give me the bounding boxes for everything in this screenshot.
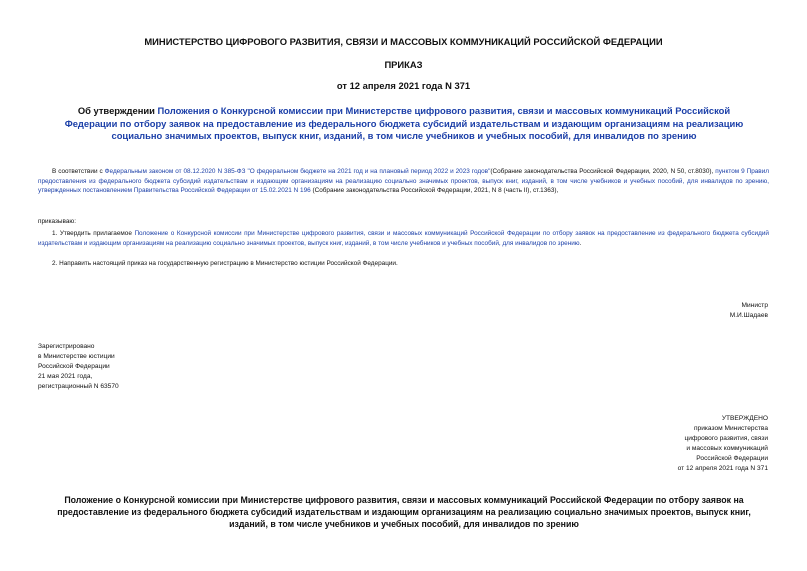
preamble-text-3: (Собрание законодательства Российской Федерации, 2021, N 8 (часть II), ст.1363), xyxy=(310,187,559,195)
approved-line-5: Российской Федерации xyxy=(696,454,768,462)
approved-line-4: и массовых коммуникаций xyxy=(686,444,768,452)
registration-line-1: Зарегистрировано xyxy=(38,343,95,350)
approved-line-3: цифрового развития, связи xyxy=(684,434,768,442)
signature-position: Министр xyxy=(741,302,768,309)
order-subject xyxy=(54,105,754,143)
preamble-paragraph xyxy=(38,167,769,196)
preamble-text-1: В соответствии с xyxy=(52,168,105,175)
order-item-1 xyxy=(38,229,769,248)
regulation-title: Положение о Конкурсной комиссии при Министерстве цифрового развития, связи и массовых коммуникаций Российской Федерации по отбору заявок на предоставление из федерального бюджета субсидий издательствам и издающим организациям на реализацию социально значимых проектов, выпуск книг, изданий, в том числе учебников и учебных пособий, для инвалидов по зрению xyxy=(57,495,751,529)
date-number-heading: от 12 апреля 2021 года N 371 xyxy=(336,80,471,91)
registration-line-3: Российской Федерации xyxy=(38,362,110,370)
registration-line-2: в Министерстве юстиции xyxy=(38,352,115,360)
federal-law-link[interactable]: Федеральным законом от 08.12.2020 N 385-ФЗ "О федеральном бюджете на 2021 год и на плановый период 2022 и 2023 годов" xyxy=(104,168,491,175)
approved-block xyxy=(560,414,768,473)
registration-line-5: регистрационный N 63570 xyxy=(38,382,119,390)
registration-block xyxy=(38,342,238,392)
registration-line-4: 21 мая 2021 года, xyxy=(38,372,93,380)
signature-block xyxy=(560,301,768,321)
regulation-link[interactable]: Положение о Конкурсной комиссии при Министерстве цифрового развития, связи и массовых коммуникаций Российской Федерации по отбору заявок на предоставление из федерального бюджета субсидий издательствам и издающим организациям на реализацию социально значимых проектов, выпуск книг, изданий, в том числе учебников и учебных пособий, для инвалидов по зрению xyxy=(38,230,769,247)
doc-type-heading: ПРИКАЗ xyxy=(384,59,423,70)
order-word: приказываю: xyxy=(38,218,76,225)
subject-prefix: Об утверждении xyxy=(77,105,158,116)
signature-name: М.И.Шадаев xyxy=(729,311,768,319)
subject-regulation-link[interactable]: Положения о Конкурсной комиссии при Министерстве цифрового развития, связи и массовых коммуникаций Российской Федерации по отбору заявок на предоставление из федерального бюджета субсидий издательствам и издающим организациям на реализацию социально значимых проектов, выпуск книг, изданий, в том числе учебников и учебных пособий, для инвалидов по зрению xyxy=(64,105,744,141)
item1-prefix: 1. Утвердить прилагаемое xyxy=(52,230,135,237)
rules-link[interactable]: пунктом 9 Правил предоставления из федерального бюджета субсидий издательствам и издающим организациям на реализацию социально значимых проектов, выпуск книг, изданий, в том числе учебников и учебных пособий, для инвалидов по зрению, утвержденных постановлением Правительства Российской Федерации от 15.02.2021 N 196 xyxy=(38,168,770,195)
approved-line-1: УТВЕРЖДЕНО xyxy=(721,415,768,422)
approved-line-2: приказом Министерства xyxy=(693,424,768,432)
item1-suffix: . xyxy=(579,239,582,247)
order-item-2: 2. Направить настоящий приказ на государственную регистрацию в Министерство юстиции Российской Федерации. xyxy=(52,260,398,267)
approved-line-6: от 12 апреля 2021 года N 371 xyxy=(677,464,768,472)
preamble-text-2: (Собрание законодательства Российской Федерации, 2020, N 50, ст.8030), xyxy=(490,168,716,175)
ministry-heading: МИНИСТЕРСТВО ЦИФРОВОГО РАЗВИТИЯ, СВЯЗИ И МАССОВЫХ КОММУНИКАЦИЙ РОССИЙСКОЙ ФЕДЕРАЦИИ xyxy=(144,36,663,47)
